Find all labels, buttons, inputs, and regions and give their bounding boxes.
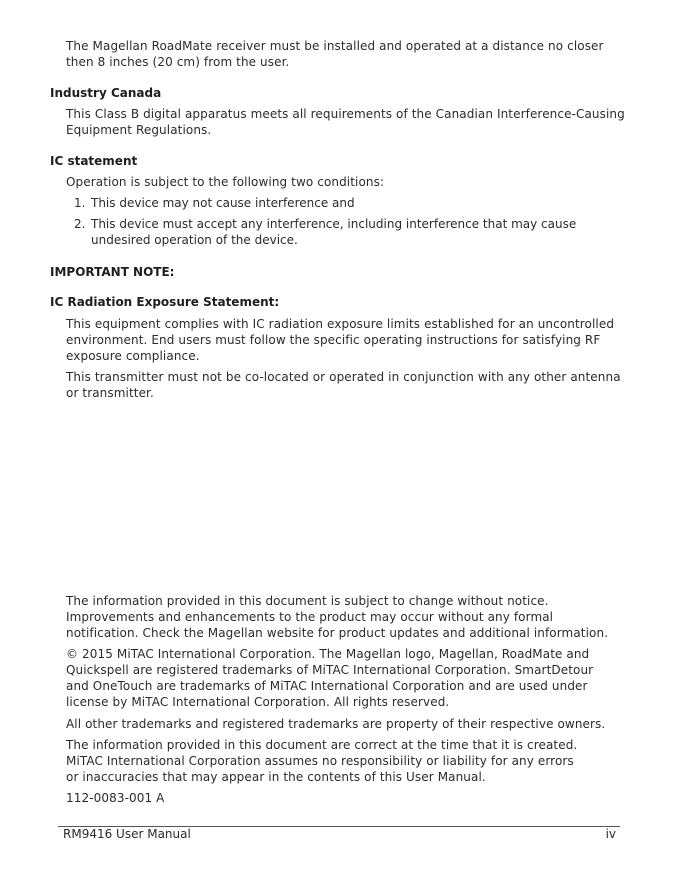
ic-radiation-paragraph: This equipment complies with IC radiation exposure limits established for an uncontrolled environment. End users must follow the specific operating instructions for satisfying RF exposure compliance. bbox=[66, 317, 615, 363]
list-item-text: This device may not cause interference and bbox=[91, 196, 355, 210]
liability-text: MiTAC International Corporation assumes no responsibility or liability for any errors or inaccuracies that may appear in the contents of this User Manual. bbox=[66, 754, 574, 784]
footer-manual-title: RM9416 User Manual bbox=[63, 827, 191, 841]
intro-paragraph: The Magellan RoadMate receiver must be installed and operated at a distance no closer then 8 inches (20 cm) from the user. bbox=[66, 39, 604, 69]
copyright-paragraph: © 2015 MiTAC International Corporation. The Magellan logo, Magellan, RoadMate and Quickspell are registered trademarks of MiTAC International Corporation. SmartDetour and OneTouch are trademarks of MiTAC International Corporation and are used under license by MiTAC International Corporation. All rights reserved. bbox=[66, 647, 594, 709]
important-note-heading: IMPORTANT NOTE: bbox=[50, 265, 175, 279]
list-item bbox=[74, 216, 626, 248]
list-item-number: 1. bbox=[74, 196, 86, 210]
ic-statement-paragraph: Operation is subject to the following two conditions: bbox=[66, 175, 385, 189]
transmitter-paragraph: This transmitter must not be co-located or operated in conjunction with any other antenna or transmitter. bbox=[66, 370, 621, 400]
accuracy-line: The information provided in this document are correct at the time that it is created. bbox=[66, 738, 578, 752]
list-item-text: This device must accept any interference, including interference that may cause undesired operation of the device. bbox=[91, 217, 577, 247]
list-item-number: 2. bbox=[74, 217, 86, 231]
trademarks-paragraph: All other trademarks and registered trademarks are property of their respective owners. bbox=[66, 717, 606, 731]
list-item bbox=[74, 195, 626, 211]
accuracy-paragraph bbox=[66, 737, 626, 785]
document-number: 112-0083-001 A bbox=[66, 791, 165, 805]
ic-statement-heading: IC statement bbox=[50, 154, 138, 168]
industry-canada-heading: Industry Canada bbox=[50, 86, 162, 100]
industry-canada-paragraph: This Class B digital apparatus meets all requirements of the Canadian Interference-Causing Equipment Regulations. bbox=[66, 107, 625, 137]
legal-notice-paragraph: The information provided in this document is subject to change without notice. Improvements and enhancements to the product may occur without any formal notification. Check the Magellan website for product updates and additional information. bbox=[66, 594, 609, 640]
ic-radiation-heading: IC Radiation Exposure Statement: bbox=[50, 295, 280, 309]
footer-page-number: iv bbox=[605, 827, 616, 841]
